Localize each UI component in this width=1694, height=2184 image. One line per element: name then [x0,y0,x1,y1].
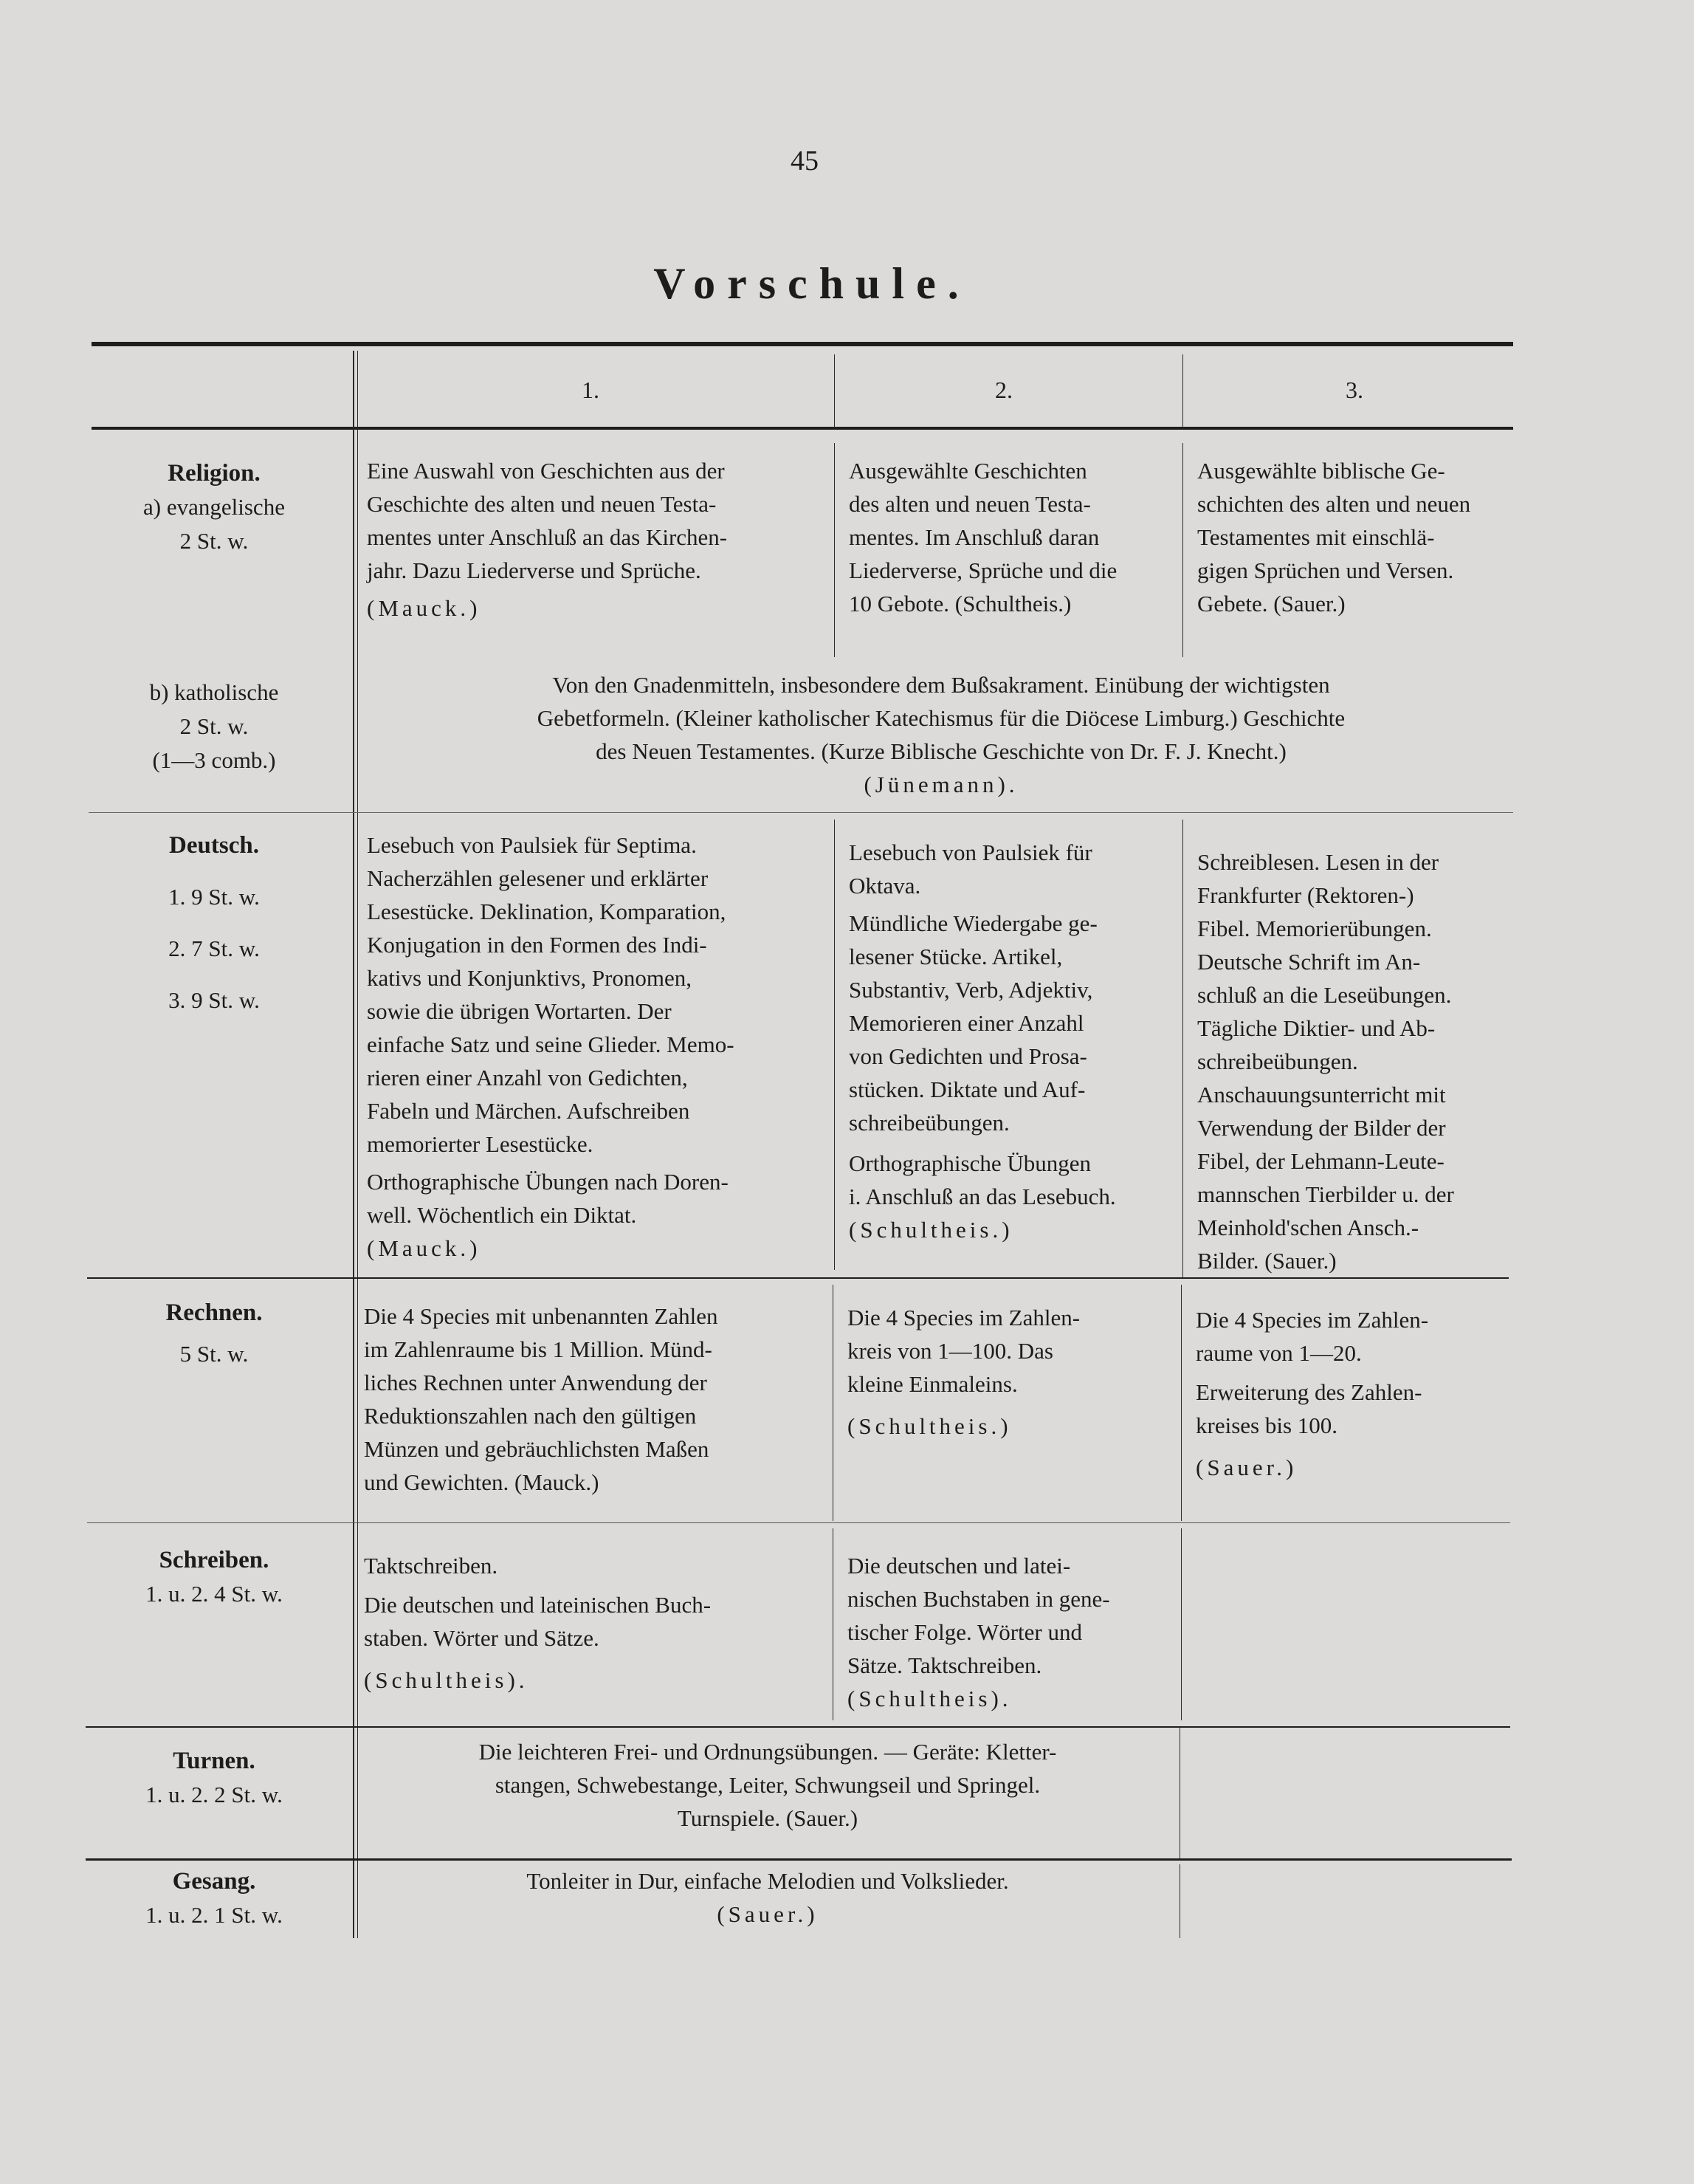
deutsch-col2-center1: Oktava. [849,873,921,899]
deutsch-col1-line: einfache Satz und seine Glieder. Memo- [367,1031,734,1057]
religion-col2 [849,454,1168,620]
turnen-last: Turnspiele. (Sauer.) [677,1805,858,1831]
deutsch-col3 [1197,845,1516,1277]
deutsch-col2-center2: schreibeübungen. [849,1110,1010,1136]
column-head-3: 3. [1346,377,1363,403]
schreiben-heading: Schreiben. [159,1547,269,1573]
deutsch-col2-line: von Gedichten und Prosa- [849,1043,1087,1069]
deutsch-col3-line: mannschen Tierbilder u. der [1197,1181,1454,1207]
rechnen-heading: Rechnen. [165,1299,263,1326]
religion-label [96,456,332,558]
religion-col3-line: Ausgewählte biblische Ge- [1197,458,1445,484]
schreiben-hours: 1. u. 2. 4 St. w. [145,1581,283,1607]
rechnen-hours: 5 St. w. [179,1341,249,1367]
section-rule-3 [87,1522,1510,1523]
deutsch-col3-line: Schreiblesen. Lesen in der [1197,849,1439,875]
rechnen-col1-line: Münzen und gebräuchlichsten Maßen [364,1436,709,1462]
deutsch-hours-3: 3. 9 St. w. [168,987,260,1013]
gesang-label [96,1864,332,1932]
deutsch-col3-line: schluß an die Leseübungen. [1197,982,1452,1008]
schreiben-label [96,1543,332,1611]
deutsch-col3-line: Frankfurter (Rektoren-) [1197,882,1414,908]
gesang-hours: 1. u. 2. 1 St. w. [145,1902,283,1928]
column-rule-right-religion [1182,443,1183,657]
deutsch-col1-line: Konjugation in den Formen des Indi- [367,932,707,958]
rechnen-col2-line: kreis von 1—100. Das [847,1338,1053,1364]
religion-col1-line: mentes unter Anschluß an das Kirchen- [367,524,728,550]
column-rule-mid-deutsch [834,820,835,1270]
religion-col3-line: Testamentes mit einschlä- [1197,524,1435,550]
schreiben-col2-line: nischen Buchstaben in gene- [847,1586,1110,1612]
header-rule [92,427,1513,430]
column-rule-left-inner [357,351,358,1938]
deutsch-col1-line: Fabeln und Märchen. Aufschreiben [367,1098,690,1124]
deutsch-col1-line2: Orthographische Übungen nach Doren- [367,1169,729,1195]
religion-a-label: a) evangelische [143,494,285,520]
deutsch-col1-line: kativs und Konjunktivs, Pronomen, [367,965,692,991]
deutsch-col3-line: Fibel, der Lehmann-Leute- [1197,1148,1445,1174]
religion-b-label-block [96,676,332,777]
schreiben-col1-center2: staben. Wörter und Sätze. [364,1625,599,1651]
religion-col1-teacher: (Mauck.) [367,595,481,621]
religion-b-hours: 2 St. w. [179,713,249,739]
schreiben-col2-teacher: (Schultheis). [847,1686,1012,1711]
religion-b-teacher: (Jünemann). [864,772,1019,797]
top-rule [92,342,1513,346]
column-head-1: 1. [582,377,599,403]
religion-col3 [1197,454,1516,620]
deutsch-col1-line: Lesestücke. Deklination, Komparation, [367,899,726,924]
deutsch-hours-2: 2. 7 St. w. [168,935,260,961]
deutsch-col3-line: Deutsche Schrift im An- [1197,949,1421,975]
turnen-hours: 1. u. 2. 2 St. w. [145,1782,283,1807]
rechnen-label [96,1296,332,1371]
religion-col2-line: Liederverse, Sprüche und die [849,557,1118,583]
religion-col3-line: gigen Sprüchen und Versen. [1197,557,1454,583]
section-rule-2 [87,1277,1509,1279]
deutsch-col3-line: Fibel. Memorierübungen. [1197,916,1432,941]
religion-col1-line: Geschichte des alten und neuen Testa- [367,491,717,517]
deutsch-col2 [849,836,1168,1246]
deutsch-col1 [367,828,819,1265]
column-rule-right-rechnen [1181,1285,1182,1521]
page-number: 45 [791,145,819,176]
rechnen-col3-center1: raume von 1—20. [1196,1340,1362,1366]
deutsch-col2-teacher: (Schultheis.) [849,1217,1013,1243]
section-rule-4 [86,1726,1510,1728]
column-rule-right-header [1182,354,1183,428]
deutsch-heading: Deutsch. [169,832,259,859]
deutsch-col2-line3: i. Anschluß an das Lesebuch. [849,1184,1116,1209]
rechnen-col3-line: Die 4 Species im Zahlen- [1196,1307,1429,1333]
deutsch-col2-line: Memorieren einer Anzahl [849,1010,1084,1036]
religion-a-hours: 2 St. w. [179,528,249,554]
deutsch-col2-line3: Orthographische Übungen [849,1150,1091,1176]
religion-col3-line: schichten des alten und neuen [1197,491,1471,517]
rechnen-col3-line2: Erweiterung des Zahlen- [1196,1379,1422,1405]
rechnen-col2-teacher: (Schultheis.) [847,1413,1012,1439]
gesang-text [369,1864,1166,1931]
deutsch-col1-line: Lesebuch von Paulsiek für Septima. [367,832,697,858]
rechnen-col3 [1196,1303,1515,1484]
deutsch-col2-line: Mündliche Wiedergabe ge- [849,910,1098,936]
deutsch-col3-line: Anschauungsunterricht mit [1197,1082,1446,1108]
religion-b-line: Gebetformeln. (Kleiner katholischer Katechismus für die Diöcese Limburg.) Geschichte [537,705,1346,731]
rechnen-col3-teacher: (Sauer.) [1196,1455,1298,1480]
turnen-heading: Turnen. [173,1748,255,1774]
religion-b-text [369,668,1513,801]
deutsch-col1-line: Nacherzählen gelesener und erklärter [367,865,709,891]
rechnen-col3-center2: kreises bis 100. [1196,1412,1338,1438]
deutsch-col1-center2: well. Wöchentlich ein Diktat. [367,1202,637,1228]
turnen-label [96,1744,332,1812]
turnen-text [369,1735,1166,1835]
turnen-line: stangen, Schwebestange, Leiter, Schwungseil und Springel. [495,1772,1041,1798]
rechnen-col1 [364,1299,816,1499]
rechnen-col1-line: Reduktionszahlen nach den gültigen [364,1403,697,1429]
rechnen-col1-line: liches Rechnen unter Anwendung der [364,1370,707,1395]
schreiben-col1 [364,1549,816,1697]
column-rule-right-schreiben [1181,1528,1182,1720]
section-rule-5 [86,1858,1512,1861]
column-head-2: 2. [995,377,1013,403]
deutsch-col2-line: Substantiv, Verb, Adjektiv, [849,977,1093,1003]
religion-col1-line: Eine Auswahl von Geschichten aus der [367,458,725,484]
deutsch-col1-line: rieren einer Anzahl von Gedichten, [367,1065,688,1091]
religion-b-comb: (1—3 comb.) [152,747,276,773]
deutsch-col3-line: Verwendung der Bilder der [1197,1115,1446,1141]
schreiben-col1-teacher: (Schultheis). [364,1667,528,1693]
rechnen-col1-line: im Zahlenraume bis 1 Million. Münd- [364,1336,712,1362]
deutsch-col2-line: lesener Stücke. Artikel, [849,944,1063,969]
rechnen-col1-line: Die 4 Species mit unbenannten Zahlen [364,1303,718,1329]
schreiben-col1-center: Taktschreiben. [364,1553,498,1579]
schreiben-col2-line: Sätze. Taktschreiben. [847,1652,1042,1678]
deutsch-col2-line: stücken. Diktate und Auf- [849,1076,1086,1102]
gesang-teacher: (Sauer.) [717,1901,819,1927]
deutsch-col3-line: Tägliche Diktier- und Ab- [1197,1015,1436,1041]
deutsch-col3-line: schreibeübungen. [1197,1048,1358,1074]
deutsch-col1-center: memorierter Lesestücke. [367,1131,593,1157]
deutsch-col2-line1: Lesebuch von Paulsiek für [849,839,1092,865]
religion-col2-line: mentes. Im Anschluß daran [849,524,1100,550]
religion-b-line: Von den Gnadenmitteln, insbesondere dem Bußsakrament. Einübung der wichtigsten [552,672,1330,698]
deutsch-col1-line: sowie die übrigen Wortarten. Der [367,998,672,1024]
deutsch-col3-line: Meinhold'schen Ansch.- [1197,1215,1419,1240]
rechnen-col2-line: Die 4 Species im Zahlen- [847,1305,1081,1330]
deutsch-col3-line: Bilder. (Sauer.) [1197,1248,1337,1274]
gesang-heading: Gesang. [172,1868,256,1895]
page-title: Vorschule. [653,259,971,308]
deutsch-hours-1: 1. 9 St. w. [168,884,260,910]
religion-col2-line: 10 Gebote. (Schultheis.) [849,591,1072,617]
religion-b-line: des Neuen Testamentes. (Kurze Biblische Geschichte von Dr. F. J. Knecht.) [596,738,1287,764]
schreiben-col2-line: tischer Folge. Wörter und [847,1619,1082,1645]
schreiben-col2-line: Die deutschen und latei- [847,1553,1071,1579]
column-rule-left [353,351,354,1938]
gesang-line: Tonleiter in Dur, einfache Melodien und Volkslieder. [526,1868,1009,1894]
turnen-line: Die leichteren Frei- und Ordnungsübungen. — Geräte: Kletter- [478,1739,1057,1765]
section-rule-1 [89,812,1513,813]
rechnen-col2 [847,1301,1166,1443]
schreiben-col2 [847,1549,1166,1715]
religion-col1 [367,454,821,625]
deutsch-col1-teacher: (Mauck.) [367,1235,481,1261]
religion-b-label: b) katholische [149,679,279,705]
rechnen-col1-last: und Gewichten. (Mauck.) [364,1469,599,1495]
rechnen-col2-center: kleine Einmaleins. [847,1371,1018,1397]
religion-heading: Religion. [168,460,261,487]
schreiben-col1-line: Die deutschen und lateinischen Buch- [364,1592,712,1618]
religion-col1-line: jahr. Dazu Liederverse und Sprüche. [367,557,701,583]
religion-col2-line: Ausgewählte Geschichten [849,458,1087,484]
column-rule-mid-header [834,354,835,428]
column-rule-right-deutsch [1182,820,1183,1277]
deutsch-label [96,828,332,1017]
column-rule-mid-religion [834,443,835,657]
religion-col2-line: des alten und neuen Testa- [849,491,1091,517]
religion-col3-line: Gebete. (Sauer.) [1197,591,1346,617]
